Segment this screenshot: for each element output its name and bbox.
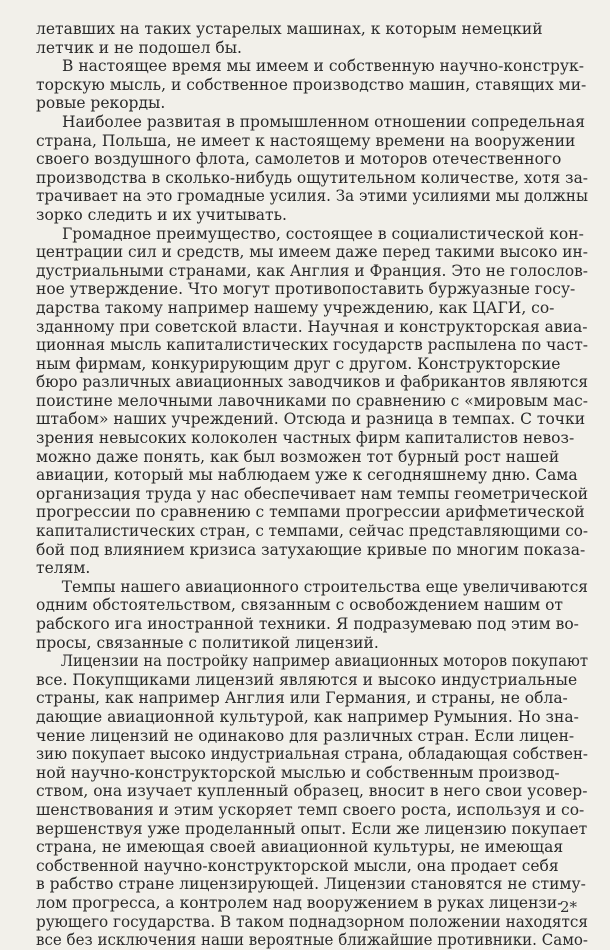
text-line: Громадное преимущество, состоящее в социалистической кон- (62, 224, 584, 243)
text-line: Темпы нашего авиационного строительства еще увеличиваются (61, 577, 589, 596)
text-line: капиталистических стран, с темпами, сейчас представляющими со- (36, 522, 588, 541)
text-line: центрации сил и средств, мы имеем даже перед такими высоко ин- (36, 243, 588, 262)
text-line: страна, не имеющая своей авиационной культуры, не имеющая (36, 838, 564, 857)
text-line: ционная мысль капиталистических государств распылена по част- (36, 336, 588, 355)
text-line: трачивает на это громадные усилия. За этими усилиями мы должны (36, 187, 588, 206)
text-line: просы, связанные с политикой лицензий. (36, 633, 379, 652)
text-line: В настоящее время мы имеем и собственную научно-конструк- (62, 57, 584, 76)
text-line: Лицензии на постройку например авиационных моторов покупают (60, 652, 588, 671)
text-line: рабского ига иностранной техники. Я подразумеваю под этим во- (36, 615, 579, 633)
text-line: страна, Польша, не имеет к настоящему времени на вооружении (36, 131, 576, 150)
text-line: прогрессии по сравнению с темпами прогрессии арифметической (36, 503, 585, 522)
text-line: торскую мысль, и собственное производство машин, ставящих ми- (36, 75, 587, 94)
text-line: дарства такому например нашему учреждению, как ЦАГИ, со- (36, 298, 555, 317)
text-line: производства в сколько-нибудь ощутительном количестве, хотя за- (36, 168, 588, 187)
paragraph (36, 652, 588, 950)
text-line: рующего государства. В таком поднадзорном положении находятся (36, 912, 588, 931)
text-line: зрения невысоких колоколен частных фирм капиталистов невоз- (36, 429, 575, 448)
text-line: поистине мелочными лавочниками по сравнению с «мировым мас- (36, 391, 588, 410)
text-line: страны, как например Англия или Германия, и страны, не обла- (36, 689, 568, 708)
paragraph (36, 57, 588, 113)
text-line: ной научно-конструкторской мыслью и собственным производ- (36, 763, 560, 782)
paragraph (36, 225, 588, 578)
text-line: зию покупает высоко индустриальная страна, обладающая собствен- (36, 745, 588, 764)
paragraph (36, 113, 588, 225)
text-line: бюро различных авиационных заводчиков и фабрикантов являются (36, 373, 588, 392)
text-line: Наиболее развитая в промышленном отношении сопредельная (62, 112, 585, 131)
text-line: в рабство стране лицензирующей. Лицензии становятся не стиму- (36, 875, 586, 894)
text-line: ровые рекорды. (36, 94, 166, 113)
text-line: летчик и не подошел бы. (36, 38, 242, 57)
page-marker: 2* (560, 898, 578, 916)
text-line: собственной научно-конструкторской мысли, она продает себя (36, 856, 559, 875)
paragraph (36, 578, 588, 652)
text-line: все без исключения наши вероятные ближайшие противники. Само- (36, 931, 588, 950)
text-line: можно даже понять, как был возможен тот бурный рост нашей (36, 447, 560, 466)
text-line: вершенствуя уже проделанный опыт. Если же лицензию покупает (36, 819, 588, 838)
text-line: зданному при советской власти. Научная и конструкторская авиа- (36, 317, 588, 336)
text-line: телям. (36, 559, 91, 578)
text-line: штабом» наших учреждений. Отсюда и разница в темпах. С точки (36, 410, 586, 429)
paragraph (36, 20, 588, 57)
text-line: лом прогресса, а контролем над вооружением в руках лицензи- (36, 893, 563, 912)
text-line: летавших на таких устарелых машинах, к которым немецкий (36, 20, 543, 38)
text-line: ством, она изучает купленный образец, вносит в него свои усовер- (36, 782, 588, 801)
text-line: шенствования и этим ускоряет темп своего роста, используя и со- (36, 800, 585, 819)
text-line: зорко следить и их учитывать. (36, 205, 287, 224)
text-line: своего воздушного флота, самолетов и моторов отечественного (36, 150, 562, 169)
text-line: организация труда у нас обеспечивает нам темпы геометрической (36, 484, 588, 503)
text-line: все. Покупщиками лицензий являются и высоко индустриальные (36, 670, 578, 689)
text-line: чение лицензий не одинаково для различных стран. Если лицен- (36, 726, 575, 745)
text-line: ным фирмам, конкурирующим друг с другом. Конструкторские (36, 354, 561, 373)
text-line: одним обстоятельством, связанным с освобождением нашим от (36, 596, 564, 615)
text-line: ное утверждение. Что могут противопоставить буржуазные госу- (36, 280, 576, 299)
text-line: авиации, который мы наблюдаем уже к сегодняшнему дню. Сама (36, 466, 578, 485)
text-line: дающие авиационной культурой, как например Румыния. Но зна- (36, 707, 579, 726)
text-line: бой под влиянием кризиса затухающие кривые по многим показа- (36, 540, 586, 559)
text-line: дустриальными странами, как Англия и Франция. Это не голослов- (36, 261, 588, 280)
